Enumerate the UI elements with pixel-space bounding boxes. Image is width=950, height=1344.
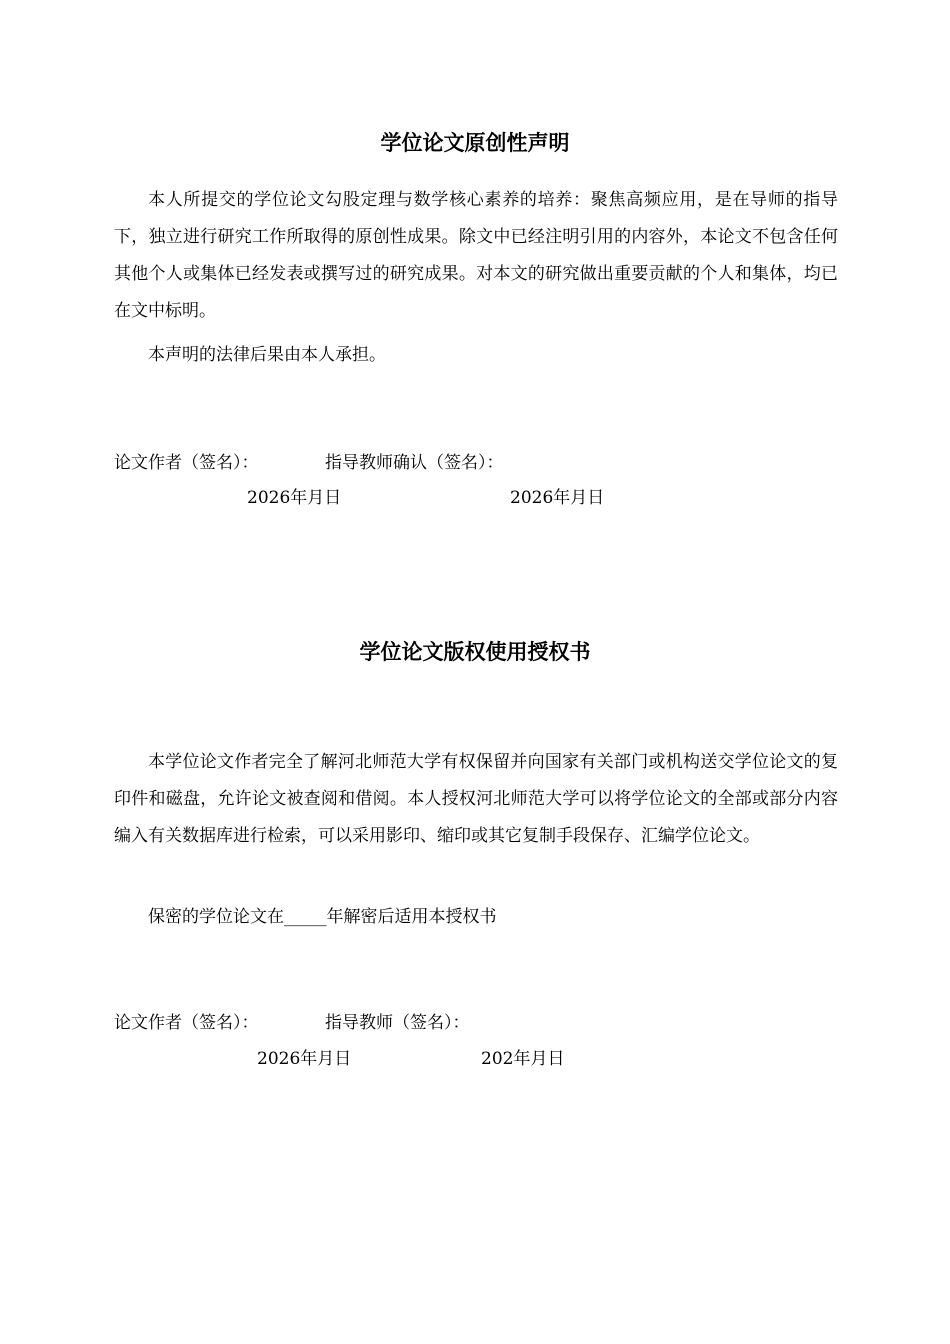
- copyright-advisor-date: 202年月日: [481, 1049, 565, 1069]
- copyright-paragraph-2: 保密的学位论文在_____年解密后适用本授权书: [148, 907, 497, 927]
- copyright-paragraph-1: 本学位论文作者完全了解河北师范大学有权保留并向国家有关部门或机构送交学位论文的复印件和磁盘，允许论文被查阅和借阅。本人授权河北师范大学可以将学位论文的全部或部分内容编入有关数据库进行检索，可以采用影印、缩印或其它复制手段保存、汇编学位论文。: [114, 752, 838, 846]
- originality-paragraph-2: 本声明的法律后果由本人承担。: [148, 345, 386, 365]
- originality-author-signature-label: 论文作者（签名）：: [114, 453, 259, 473]
- originality-author-date: 2026年月日: [247, 488, 342, 508]
- originality-title: 学位论文原创性声明: [380, 131, 570, 155]
- originality-paragraph-1: 本人所提交的学位论文勾股定理与数学核心素养的培养：聚焦高频应用，是在导师的指导下，独立进行研究工作所取得的原创性成果。除文中已经注明引用的内容外，本论文不包含任何其他个人或集体已经发表或撰写过的研究成果。对本文的研究做出重要贡献的个人和集体，均已在文中标明。: [114, 190, 838, 321]
- copyright-title: 学位论文版权使用授权书: [359, 640, 591, 664]
- copyright-author-signature-label: 论文作者（签名）：: [114, 1013, 259, 1033]
- copyright-advisor-signature-label: 指导教师（签名）：: [325, 1013, 470, 1033]
- copyright-author-date: 2026年月日: [257, 1049, 352, 1069]
- originality-advisor-date: 2026年月日: [510, 488, 605, 508]
- originality-advisor-signature-label: 指导教师确认（签名）：: [325, 453, 504, 473]
